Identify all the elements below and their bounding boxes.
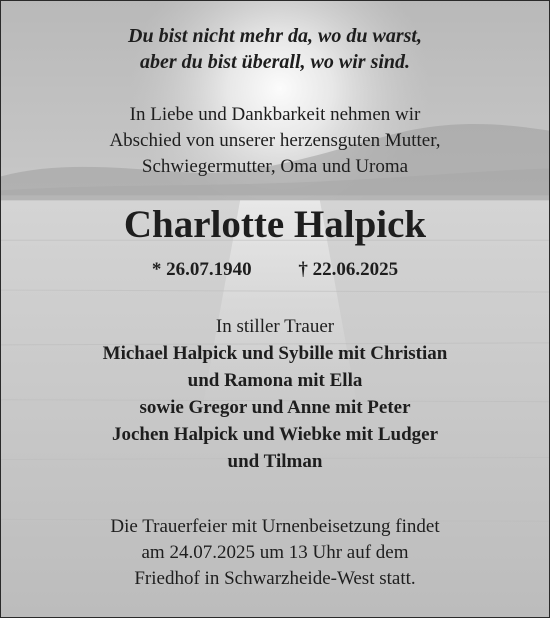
farewell-intro: [1, 102, 549, 180]
intro-line: Abschied von unserer herzensguten Mutter,: [109, 130, 441, 151]
deceased-name: Charlotte Halpick: [123, 203, 427, 246]
funeral-details: [1, 514, 549, 592]
birth-date: * 26.07.1940: [151, 259, 252, 280]
mourner-line: sowie Gregor und Anne mit Peter: [139, 397, 411, 418]
death-date: † 22.06.2025: [298, 259, 399, 280]
memorial-quote: [1, 23, 549, 75]
intro-line: In Liebe und Dankbarkeit nehmen wir: [129, 104, 421, 125]
funeral-line: Friedhof in Schwarzheide-West statt.: [134, 568, 416, 589]
mourner-line: und Ramona mit Ella: [187, 370, 363, 391]
mourners-list: [1, 340, 549, 475]
mourner-line: Michael Halpick und Sybille mit Christian: [102, 343, 448, 364]
funeral-line: am 24.07.2025 um 13 Uhr auf dem: [141, 542, 409, 563]
intro-line: Schwiegermutter, Oma und Uroma: [141, 156, 409, 177]
mourner-line: und Tilman: [227, 451, 323, 472]
quote-line: aber du bist überall, wo wir sind.: [139, 51, 411, 73]
mourner-line: Jochen Halpick und Wiebke mit Ludger: [111, 424, 439, 445]
quote-line: Du bist nicht mehr da, wo du warst,: [128, 25, 422, 47]
life-dates: [1, 257, 549, 283]
funeral-line: Die Trauerfeier mit Urnenbeisetzung findet: [110, 516, 440, 537]
mourning-heading: In stiller Trauer: [215, 316, 335, 337]
